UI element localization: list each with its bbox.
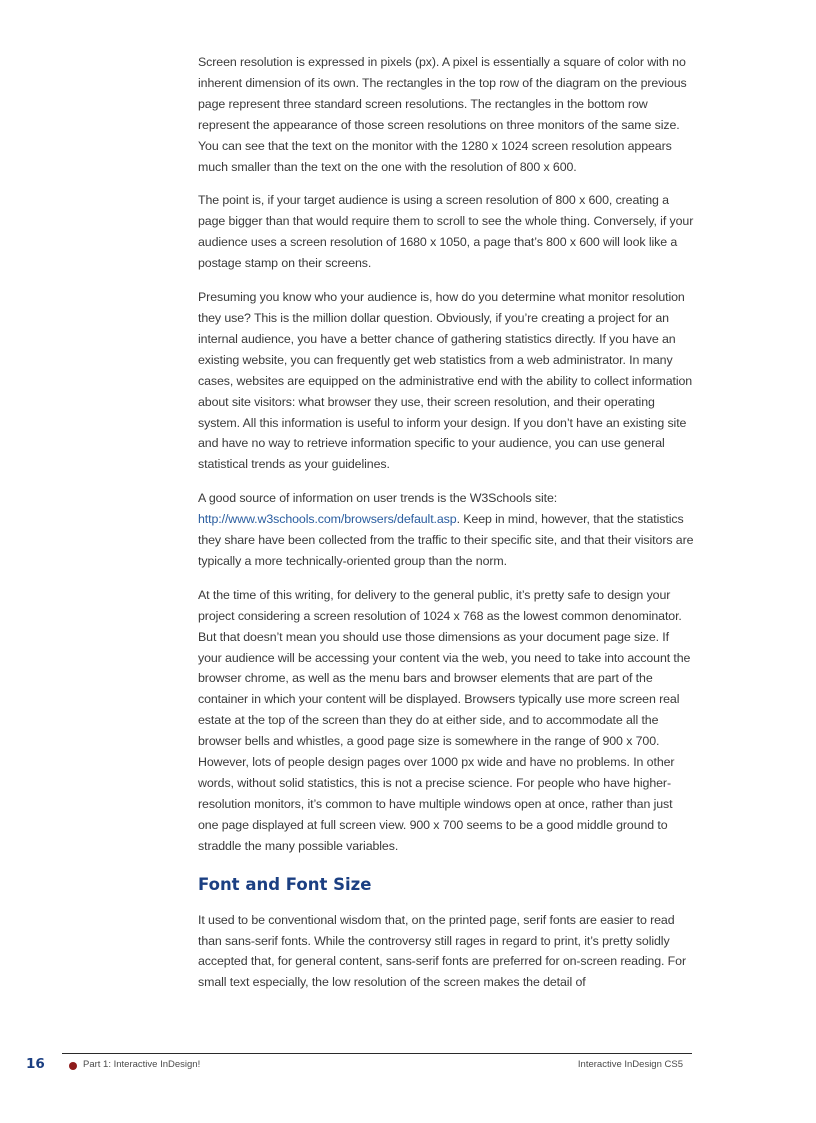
page-body — [198, 52, 696, 1006]
paragraph-user-trends — [198, 488, 696, 572]
w3schools-link[interactable]: http://www.w3schools.com/browsers/default.asp — [198, 512, 457, 527]
paragraph-target-audience: The point is, if your target audience is using a screen resolution of 800 x 600, creating a page bigger than that would require them to scroll to see the whole thing. Conversely, if your audience uses a screen resolution of 1680 x 1050, a page that’s 800 x 600 will look like a postage stamp on their screens. — [198, 193, 694, 271]
footer-part-label: Part 1: Interactive InDesign! — [83, 1059, 201, 1070]
paragraph-audience-resolution: Presuming you know who your audience is, how do you determine what monitor resolution they use? This is the million dollar question. Obviously, if you’re creating a project for an internal audience, you have a better chance of gathering statistics directly. If you have an existing website, you can frequently get web statistics from a web administrator. In many cases, websites are equipped on the administrative end with the ability to collect information about site visitors: what browser they use, their screen resolution, and their operating system. All this information is useful to inform your design. If you don’t have an existing site and have no way to retrieve information specific to your audience, you can use general statistical trends as your guidelines. — [198, 290, 693, 472]
footer-divider — [62, 1053, 692, 1054]
user-trends-rest-text: . Keep in mind, however, that the statistics they share have been collected from the traffic to their specific site, and that their visitors are typically a more technically-oriented group than the norm. — [198, 512, 694, 568]
user-trends-intro-text: A good source of information on user trends is the W3Schools site: — [198, 491, 558, 506]
paragraph-serif-fonts: It used to be conventional wisdom that, on the printed page, serif fonts are easier to read than sans-serif fonts. While the controversy still rages in regard to print, it’s pretty solidly accepted that, for general content, sans-serif fonts are preferred for on-screen reading. For small text especially, the low resolution of the screen makes the detail of — [198, 912, 686, 990]
page-number: 16 — [26, 1056, 45, 1072]
paragraph-screen-resolution: Screen resolution is expressed in pixels (px). A pixel is essentially a square of color with no inherent dimension of its own. The rectangles in the top row of the diagram on the previous page represent three standard screen resolutions. The rectangles in the bottom row represent the appearance of those screen resolutions on three monitors of the same size. You can see that the text on the monitor with the 1280 x 1024 screen resolution appears much smaller than the text on the one with the resolution of 800 x 600. — [198, 55, 687, 174]
footer-book-title: Interactive InDesign CS5 — [577, 1059, 683, 1070]
paragraph-page-size-guidance: At the time of this writing, for delivery to the general public, it’s pretty safe to design your project considering a screen resolution of 1024 x 768 as the lowest common denominator. But that doesn’t mean you should use those dimensions as your document page size. If your audience will be accessing your content via the web, you need to take into account the browser chrome, as well as the menu bars and browser elements that are part of the container in which your content will be displayed. Browsers typically use more screen real estate at the top of the screen than they do at either side, and to accommodate all the browser bells and whistles, a good page size is somewhere in the range of 900 x 700. However, lots of people design pages over 1000 px wide and have no problems. In other words, without solid statistics, this is not a precise science. For people who have higher-resolution monitors, it’s common to have multiple windows open at once, rather than just one page displayed at full screen view. 900 x 700 seems to be a good middle ground to straddle the many possible variables. — [198, 587, 691, 853]
section-heading-font-size: Font and Font Size — [198, 874, 372, 894]
red-dot-bullet-icon — [69, 1062, 77, 1070]
